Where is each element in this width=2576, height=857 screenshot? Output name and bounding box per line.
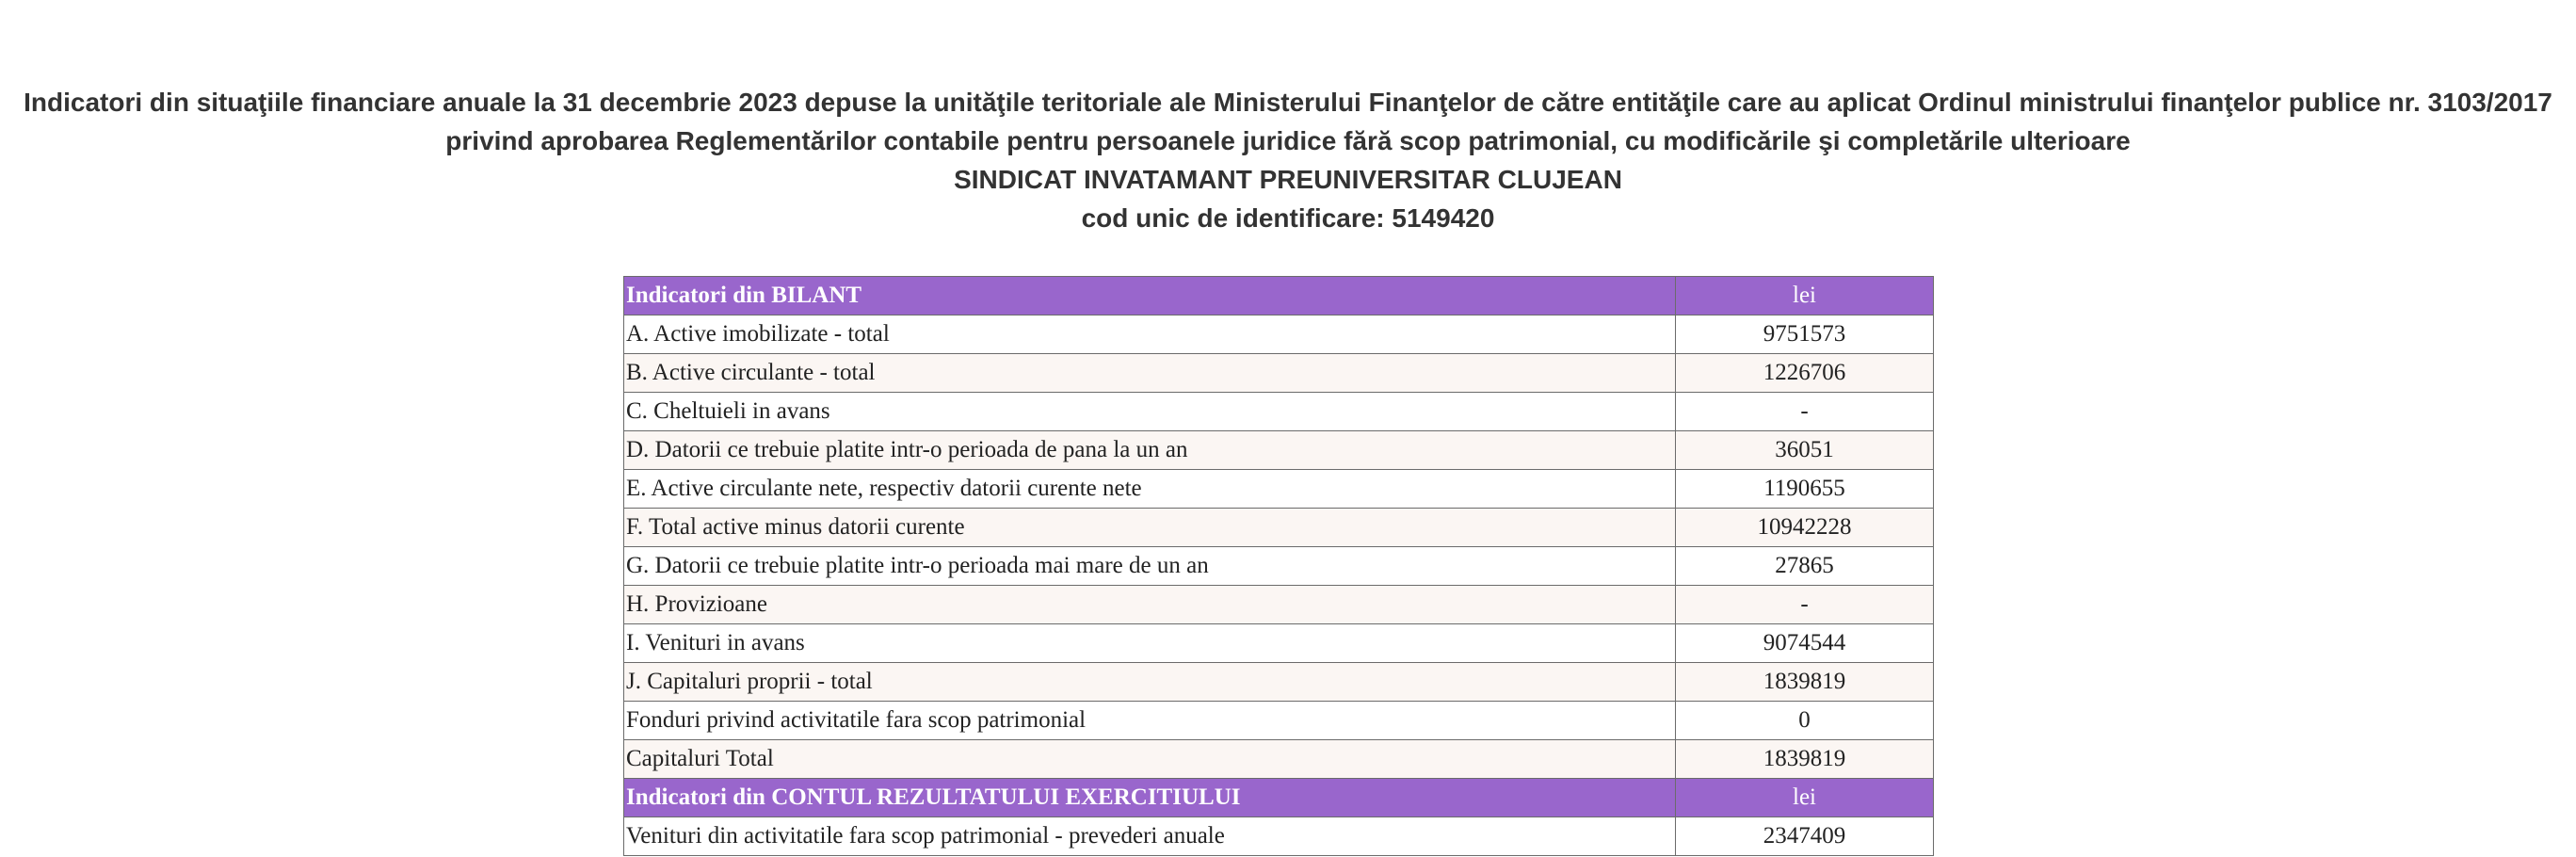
row-label: F. Total active minus datorii curente (624, 509, 1676, 547)
table-row (624, 586, 1934, 624)
row-value: 1839819 (1676, 740, 1934, 779)
row-value: 1190655 (1676, 470, 1934, 509)
row-label: D. Datorii ce trebuie platite intr-o perioada de pana la un an (624, 431, 1676, 470)
row-label: H. Provizioane (624, 586, 1676, 624)
table-row (624, 393, 1934, 431)
table-row (624, 354, 1934, 393)
table-row (624, 702, 1934, 740)
table-row (624, 509, 1934, 547)
indicators-table-container (623, 276, 1934, 856)
row-label: A. Active imobilizate - total (624, 315, 1676, 354)
table-row (624, 431, 1934, 470)
row-value: - (1676, 393, 1934, 431)
cont-rezultat-section-title: Indicatori din CONTUL REZULTATULUI EXERCITIULUI (624, 779, 1676, 817)
table-row (624, 547, 1934, 586)
row-label: G. Datorii ce trebuie platite intr-o perioada mai mare de un an (624, 547, 1676, 586)
row-label: Venituri din activitatile fara scop patrimonial - prevederi anuale (624, 817, 1676, 856)
row-value: 36051 (1676, 431, 1934, 470)
row-value: 9074544 (1676, 624, 1934, 663)
row-label: C. Cheltuieli in avans (624, 393, 1676, 431)
table-row (624, 817, 1934, 856)
row-value: 0 (1676, 702, 1934, 740)
table-row (624, 315, 1934, 354)
row-value: 1226706 (1676, 354, 1934, 393)
row-label: J. Capitaluri proprii - total (624, 663, 1676, 702)
row-label: Capitaluri Total (624, 740, 1676, 779)
entity-name: SINDICAT INVATAMANT PREUNIVERSITAR CLUJEAN (954, 165, 1622, 194)
indicators-table (623, 276, 1934, 856)
row-value: 2347409 (1676, 817, 1934, 856)
cont-rezultat-section-header (624, 779, 1934, 817)
row-value: - (1676, 586, 1934, 624)
table-row (624, 470, 1934, 509)
report-title-line-1: Indicatori din situaţiile financiare anuale la 31 decembrie 2023 depuse la unităţile teritoriale ale Ministerului Finanţelor de către entităţile care au aplicat Ordinul ministrului finanţelor publice nr. 3103/2017 (24, 88, 2552, 117)
row-label: Fonduri privind activitatile fara scop patrimonial (624, 702, 1676, 740)
bilant-section-header (624, 277, 1934, 315)
report-title-line-2: privind aprobarea Reglementărilor contabile pentru persoanele juridice fără scop patrimonial, cu modificările şi completările ulterioare (445, 126, 2131, 155)
table-row (624, 624, 1934, 663)
row-label: I. Venituri in avans (624, 624, 1676, 663)
bilant-unit-label: lei (1676, 277, 1934, 315)
report-header (0, 83, 2576, 237)
row-value: 1839819 (1676, 663, 1934, 702)
bilant-section-title: Indicatori din BILANT (624, 277, 1676, 315)
entity-identifier: cod unic de identificare: 5149420 (1081, 203, 1495, 233)
table-row (624, 740, 1934, 779)
row-label: B. Active circulante - total (624, 354, 1676, 393)
cont-rezultat-unit-label: lei (1676, 779, 1934, 817)
row-value: 9751573 (1676, 315, 1934, 354)
row-value: 10942228 (1676, 509, 1934, 547)
row-label: E. Active circulante nete, respectiv datorii curente nete (624, 470, 1676, 509)
row-value: 27865 (1676, 547, 1934, 586)
table-row (624, 663, 1934, 702)
